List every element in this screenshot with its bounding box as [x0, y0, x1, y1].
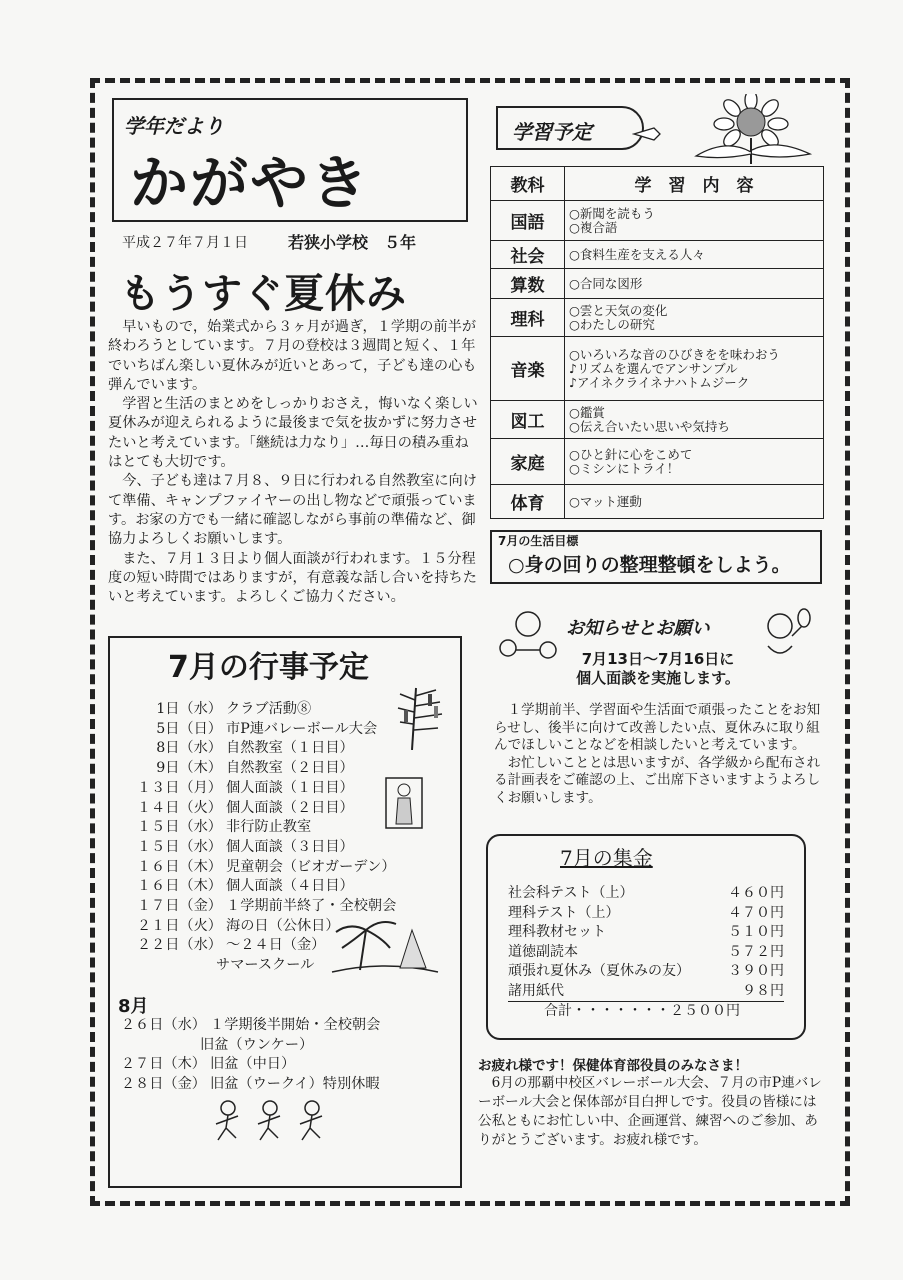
newsletter-subtitle: 学年だより — [124, 114, 224, 138]
intro-paragraph: 学習と生活のまとめをしっかりおさえ，悔いなく楽しい夏休みが迎えられるように最後まで気を抜かずに努力させたいと考えています。「継続は力なり」…毎日の積み重ねはとても大切です。 — [108, 396, 478, 471]
collection-amount: ５７２円 — [728, 943, 784, 960]
collection-amount: ４７０円 — [728, 904, 784, 921]
intro-text — [108, 318, 480, 607]
intro-paragraph: 今、子ども達は７月８、９日に行われる自然教室に向けて準備、キャンプファイヤーの出し物などで頑張っています。お家の方でも一緒に確認しながら事前の準備など、御協力よろしくお願いします。 — [108, 473, 477, 548]
study-content: ○マット運動 — [565, 485, 824, 519]
collection-amount: ５１０円 — [728, 924, 784, 940]
content-header: 学 習 内 容 — [565, 167, 824, 201]
tennis-kid-icon — [752, 606, 812, 662]
event-name: 旧盆（中日） — [210, 1056, 296, 1072]
event-date: ２７日（木） — [120, 1056, 206, 1072]
collection-row — [508, 962, 784, 982]
notice-paragraph: お忙しいこととは思いますが、各学級から配布される計画表をご確認の上、ご出席下さいますようよろしくお願いします。 — [494, 754, 821, 806]
study-subject: 図工 — [491, 401, 565, 439]
event-name: 海の日（公休日） — [226, 917, 340, 934]
school-name: 若狭小学校 ５年 — [288, 233, 417, 252]
event-name: 個人面談（３日目） — [226, 838, 354, 855]
study-row — [491, 241, 824, 269]
collection-amount: ９８円 — [742, 982, 784, 999]
event-date: ２２日（水） — [136, 937, 222, 954]
events-title: 7月の行事予定 — [168, 650, 369, 685]
event-date: ２８日（金） — [120, 1075, 206, 1092]
beach-palm-icon — [330, 912, 440, 976]
event-name: 非行防止教室 — [226, 819, 312, 836]
collection-row — [508, 923, 784, 943]
event-date: ２１日（火） — [136, 917, 222, 934]
event-name: 自然教室（２日目） — [226, 760, 354, 777]
pencil-icon — [632, 126, 662, 142]
august-events-list — [110, 1016, 450, 1094]
event-name: 市P連バレーボール大会 — [226, 720, 378, 737]
life-goal-label: 7月の生活目標 — [498, 534, 579, 548]
study-schedule-table — [490, 166, 824, 519]
study-content: ○食料生産を支える人々 — [565, 241, 824, 269]
collection-item: 理科教材セット — [508, 924, 606, 940]
collection-item: 理科テスト（上） — [508, 904, 620, 921]
study-subject: 理科 — [491, 299, 565, 337]
study-row — [491, 485, 824, 519]
event-date: 1日（水） — [156, 701, 222, 717]
event-name: 個人面談（２日目） — [226, 799, 354, 816]
event-name: ～２４日（金） — [226, 937, 326, 954]
study-row — [491, 401, 824, 439]
event-name: １学期前半終了・全校朝会 — [226, 898, 397, 915]
event-date: １６日（木） — [136, 858, 222, 875]
headline: もうすぐ夏休み — [120, 271, 407, 317]
collection-title: 7月の集金 — [560, 846, 653, 870]
study-header-row — [491, 167, 824, 201]
study-subject: 音楽 — [491, 337, 565, 401]
intro-paragraph: また、７月１３日より個人面談が行われます。１５分程度の短い時間ではありますが，有意義な話し合いを持ちたいと考えています。よろしくご協力ください。 — [108, 550, 477, 606]
life-goal-text: ○身の回りの整理整頓をしよう。 — [508, 554, 791, 576]
study-content: ○鑑賞 ○伝え合いたい思いや気持ち — [565, 401, 824, 439]
thanks-paragraph: 6月の那覇中校区バレーボール大会、７月の市P連バレーボール大会と保体部が目白押しです。役員の皆様には公私ともにお忙しい中、企画運営、練習へのご参加、ありがとうございます。お疲れ様です。 — [478, 1075, 822, 1148]
event-sub: サマースクール — [216, 957, 315, 974]
notice-subtitle-line: 個人面談を実施します。 — [576, 669, 740, 687]
teacher-door-icon — [384, 776, 424, 830]
study-row — [491, 439, 824, 485]
collection-item: 諸用紙代 — [508, 982, 564, 999]
collection-total-text: 合計・・・・・・・２５００円 — [544, 1003, 740, 1019]
event-name: クラブ活動⑧ — [226, 701, 312, 717]
event-date: １７日（金） — [136, 898, 222, 915]
intro-paragraph: 早いもので，始業式から３ヶ月が過ぎ，１学期の前半が終わろうとしています。７月の登校は３週間と短く、１年でいちばん楽しい夏休みが近いとあって，子ども達の心も弾んでいます。 — [108, 319, 477, 393]
event-row — [110, 1075, 450, 1095]
running-children-icon — [208, 1098, 338, 1144]
august-label: 8月 — [118, 996, 149, 1017]
event-row — [110, 1055, 450, 1075]
thanks-text — [478, 1074, 830, 1150]
tanabata-bamboo-icon — [396, 686, 448, 750]
collection-amount: ４６０円 — [728, 885, 784, 901]
study-row — [491, 299, 824, 337]
event-name: 個人面談（４日目） — [226, 878, 354, 895]
event-sub: 旧盆（ウンケー） — [200, 1036, 314, 1053]
event-row — [110, 1016, 450, 1055]
notice-subtitle-line: 7月13日～7月16日に — [581, 650, 735, 668]
study-subject: 家庭 — [491, 439, 565, 485]
event-row — [126, 877, 456, 897]
study-content: ○新聞を読もう ○複合語 — [565, 201, 824, 241]
event-date: １３日（月） — [136, 779, 222, 796]
thanks-title: お疲れ様です！保健体育部役員のみなさま！ — [478, 1058, 748, 1074]
event-date: 5日（日） — [156, 720, 222, 737]
study-content: ○いろいろな音のひびきをを味わおう ♪リズムを選んでアンサンブル ♪アイネクライネナハトムジーク — [565, 337, 824, 401]
event-date: ２６日（水） — [120, 1017, 206, 1033]
event-name: 児童朝会（ビオガーデン） — [226, 858, 396, 875]
study-content: ○合同な図形 — [565, 269, 824, 299]
collection-item: 社会科テスト（上） — [508, 885, 634, 901]
collection-item: 道徳副読本 — [508, 943, 578, 960]
event-name: １学期後半開始・全校朝会 — [210, 1017, 381, 1033]
event-name: 旧盆（ウークイ）特別休暇 — [210, 1075, 380, 1092]
study-content: ○ひと針に心をこめて ○ミシンにトライ！ — [565, 439, 824, 485]
event-row — [126, 838, 456, 858]
collection-row — [508, 884, 784, 904]
sports-kids-icon — [496, 606, 560, 662]
issue-date: 平成２７年７月１日 — [122, 235, 248, 251]
event-date: １４日（火） — [136, 799, 222, 816]
collection-row — [508, 982, 784, 1002]
notice-text — [494, 702, 830, 807]
collection-list — [508, 884, 784, 1022]
collection-total — [508, 1001, 784, 1022]
sunflower-icon — [686, 94, 816, 164]
event-date: １６日（木） — [136, 878, 222, 895]
collection-item: 頑張れ夏休み（夏休みの友） — [508, 963, 690, 979]
notice-subtitle — [558, 650, 758, 688]
subject-header: 教科 — [491, 167, 565, 201]
newsletter-title: かがやき — [130, 149, 371, 217]
event-date: １５日（水） — [136, 819, 222, 836]
collection-row — [508, 943, 784, 963]
study-content: ○雲と天気の変化 ○わたしの研究 — [565, 299, 824, 337]
study-subject: 社会 — [491, 241, 565, 269]
event-date: 9日（木） — [156, 760, 222, 777]
study-row — [491, 201, 824, 241]
study-subject: 算数 — [491, 269, 565, 299]
study-subject: 国語 — [491, 201, 565, 241]
study-row — [491, 337, 824, 401]
event-row — [126, 858, 456, 878]
study-subject: 体育 — [491, 485, 565, 519]
event-date: 8日（水） — [156, 740, 222, 757]
study-schedule-tag: 学習予定 — [496, 106, 644, 150]
study-row — [491, 269, 824, 299]
collection-row — [508, 904, 784, 924]
event-name: 自然教室（１日目） — [226, 740, 354, 757]
event-name: 個人面談（１日目） — [226, 779, 354, 796]
notice-paragraph: １学期前半、学習面や生活面で頑張ったことをお知らせし、後半に向けて改善したい点、夏休みに取り組んでほしいことなどを相談したいと考えています。 — [494, 702, 821, 753]
collection-amount: ３９０円 — [728, 963, 784, 979]
notice-title: お知らせとお願い — [566, 618, 710, 639]
event-date: １５日（水） — [136, 838, 222, 855]
